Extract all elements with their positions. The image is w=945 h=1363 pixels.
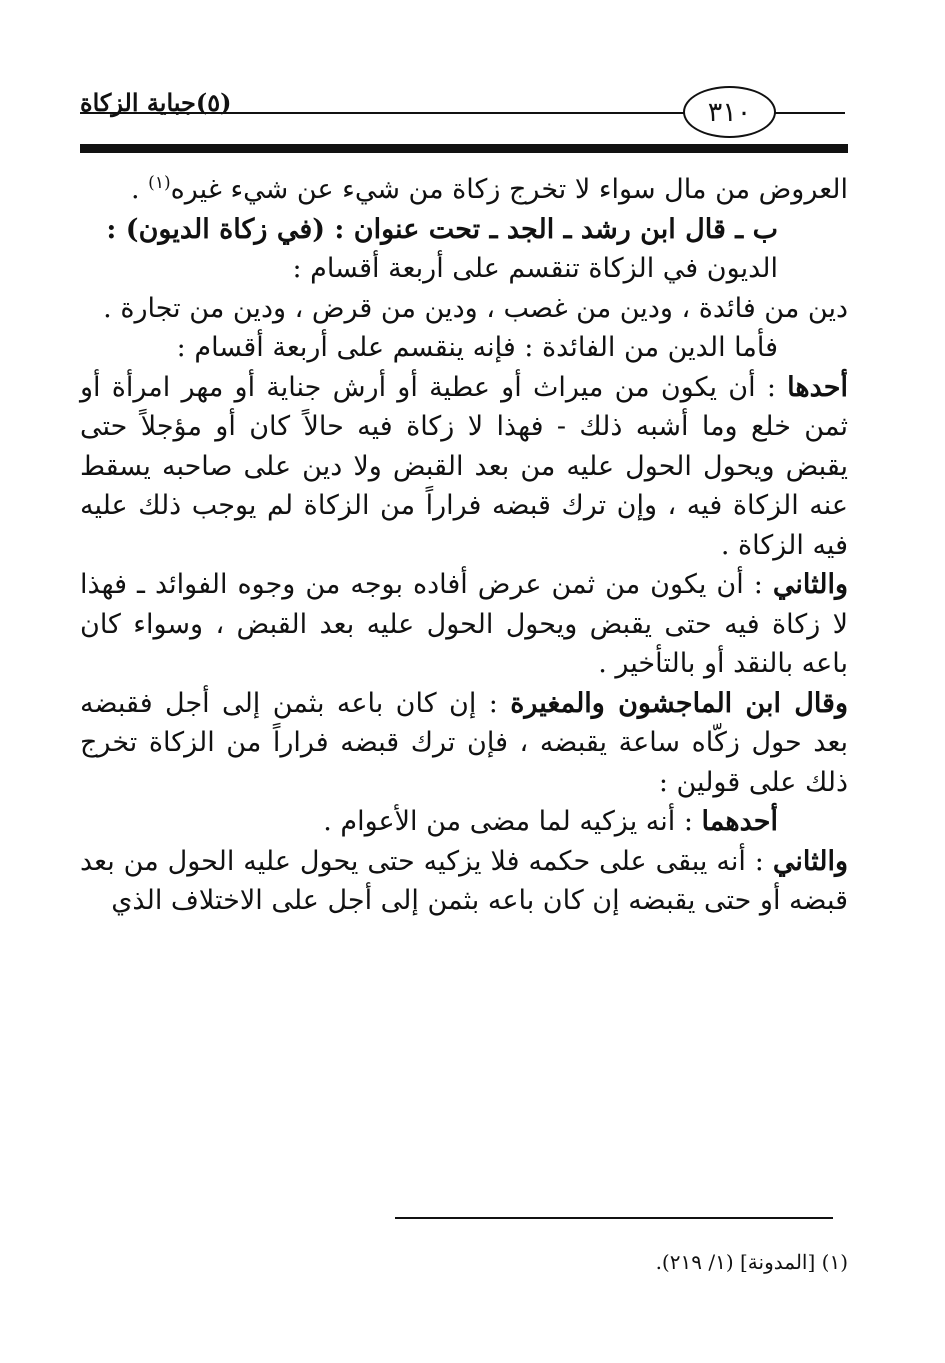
paragraph — [80, 842, 848, 921]
paragraph-lead: ب ـ قال ابن رشد ـ الجد ـ تحت عنوان : (في زكاة الديون) : — [106, 213, 778, 245]
paragraph-text: : أنه يزكيه لما مضى من الأعوام . — [323, 806, 702, 837]
footnote-text: (١) [المدونة] (١/ ٢١٩). — [655, 1250, 848, 1274]
footnote — [80, 1250, 848, 1274]
paragraph-text: : أن يكون من ثمن عرض أفاده بوجه من وجوه الفوائد ـ فهذا لا زكاة فيه حتى يقبض ويحول الحول عليه بعد القبض ، وسواء كان باعه بالنقد أو بالتأخير . — [80, 569, 848, 679]
paragraph-text: العروض من مال سواء لا تخرج زكاة من شيء عن شيء غيره — [170, 174, 848, 205]
paragraph — [80, 249, 848, 289]
chapter-title-text: (٥)جباية الزكاة — [80, 88, 232, 117]
page-number-text: ٣١٠ — [707, 96, 752, 128]
paragraph — [80, 565, 848, 684]
paragraph-lead: وقال ابن الماجشون والمغيرة — [510, 687, 848, 719]
header-thin-line-right — [775, 112, 845, 114]
paragraph — [80, 368, 848, 566]
paragraph-text: : إن كان باعه بثمن إلى أجل فقبضه بعد حول زكّاه ساعة يقبضه ، فإن ترك قبضه فراراً من الزكاة تخرج ذلك على قولين : — [80, 687, 848, 798]
paragraph-text: فأما الدين من الفائدة : فإنه ينقسم على أربعة أقسام : — [176, 332, 778, 363]
paragraph — [80, 802, 848, 842]
paragraph-lead: أحدهما — [701, 806, 778, 837]
page-number — [683, 86, 776, 138]
paragraph — [80, 170, 848, 210]
paragraph-lead: والثاني — [772, 569, 848, 600]
paragraph-lead: أحدها — [787, 371, 848, 403]
paragraph-text: الديون في الزكاة تنقسم على أربعة أقسام : — [292, 253, 778, 284]
chapter-title — [80, 88, 280, 117]
footnote-reference: (١) — [148, 173, 171, 193]
paragraph-lead: والثاني — [772, 845, 848, 877]
paragraph-text: : أن يكون من ميراث أو عطية أو أرش جناية أو مهر امرأة أو ثمن خلع وما أشبه ذلك - فهذا لا زكاة فيه حالاً كان أو مؤجلاً حتى يقبض ويحول الحول عليه من بعد القبض ولا دين على صاحبه يسقط عنه الزكاة فيه ، وإن ترك قبضه فراراً من الزكاة لم يوجب ذلك عليه فيه الزكاة . — [80, 371, 848, 561]
paragraph — [80, 684, 848, 803]
paragraph — [80, 328, 848, 368]
main-text — [80, 170, 848, 921]
paragraph — [80, 210, 848, 250]
footnote-divider — [395, 1217, 833, 1219]
header-thick-rule — [80, 144, 848, 153]
paragraph — [80, 289, 848, 329]
paragraph-text: . — [131, 174, 149, 205]
paragraph-text: دين من فائدة ، ودين من غصب ، ودين من قرض ، ودين من تجارة . — [103, 292, 848, 324]
page-header — [0, 0, 945, 160]
paragraph-text: : أنه يبقى على حكمه فلا يزكيه حتى يحول عليه الحول من بعد قبضه أو حتى يقبضه إن كان باعه بثمن إلى أجل على الاختلاف الذي — [80, 845, 848, 916]
